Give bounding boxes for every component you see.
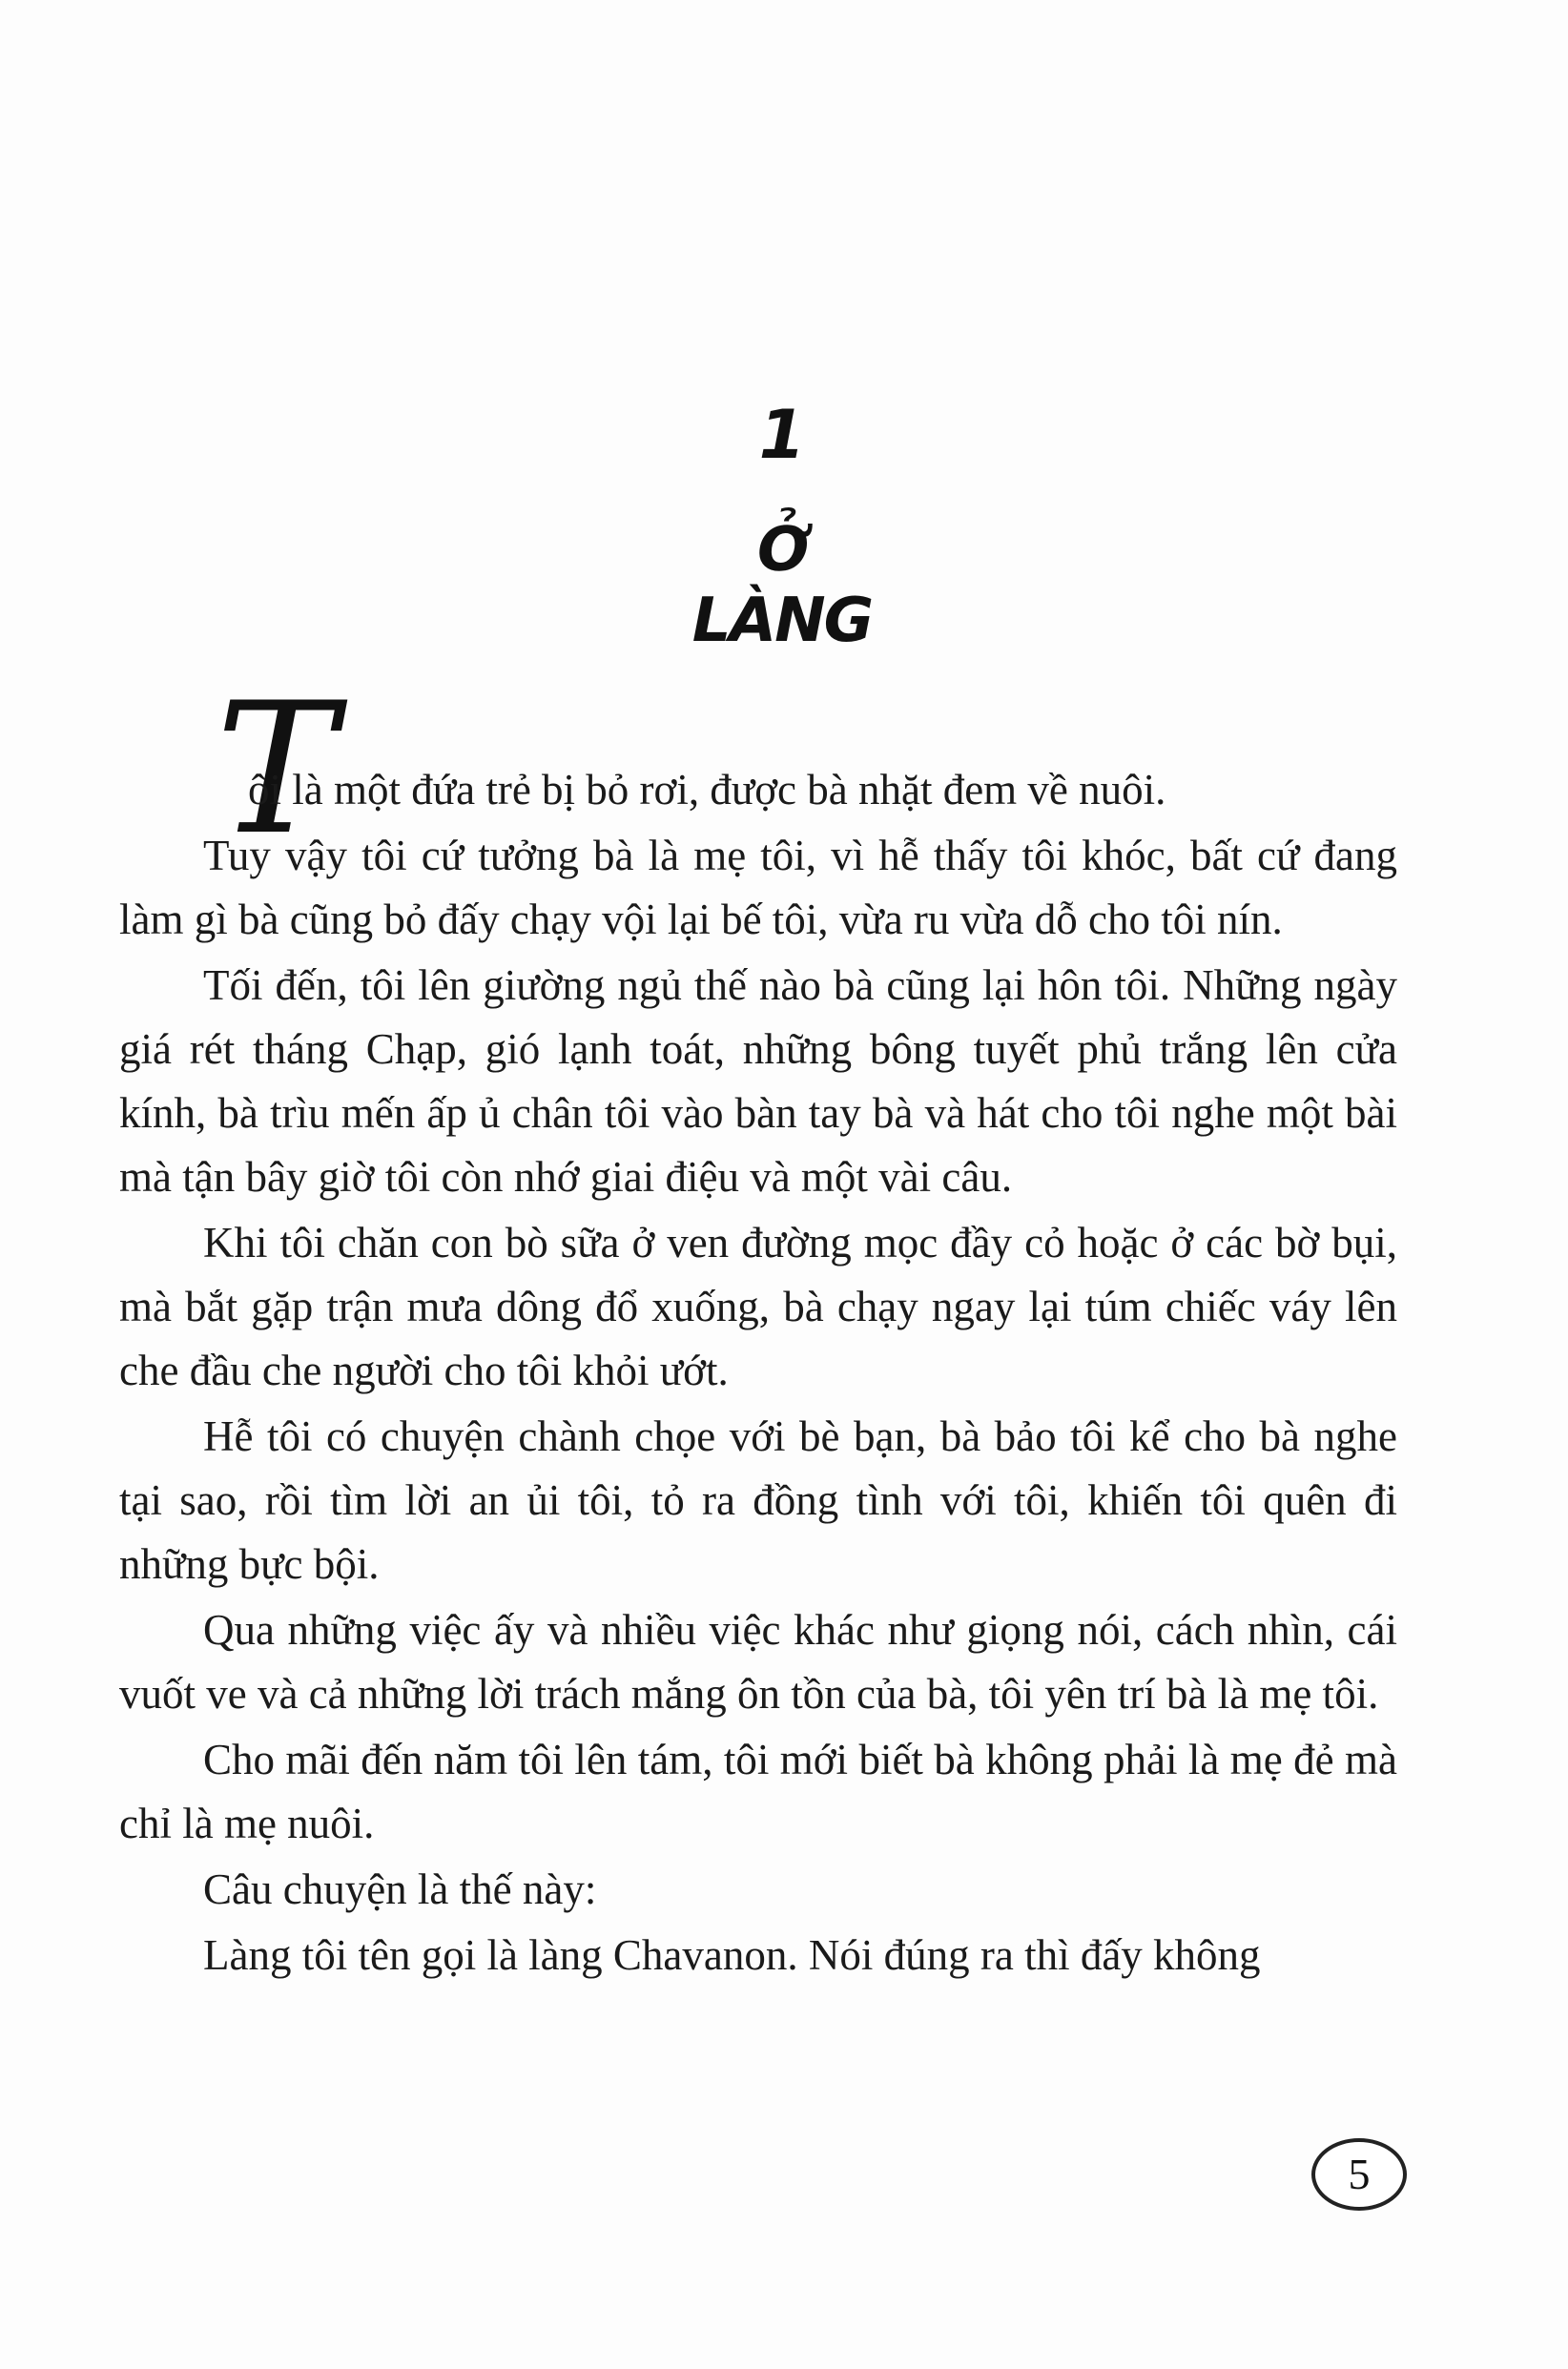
paragraph: Tối đến, tôi lên giường ngủ thế nào bà cũng lại hôn tôi. Những ngày giá rét tháng Chạp, gió lạnh toát, những bông tuyết phủ trắng lên cửa kính, bà trìu mến ấp ủ chân tôi vào bàn tay bà và hát cho tôi nghe một bài mà tận bây giờ tôi còn nhớ giai điệu và một vài câu. — [119, 961, 1397, 1201]
paragraph: Khi tôi chăn con bò sữa ở ven đường mọc đầy cỏ hoặc ở các bờ bụi, mà bắt gặp trận mưa dông đổ xuống, bà chạy ngay lại túm chiếc váy lên che đầu che người cho tôi khỏi ướt. — [119, 1219, 1397, 1394]
paragraph: Qua những việc ấy và nhiều việc khác như giọng nói, cách nhìn, cái vuốt ve và cả những lời trách mắng ôn tồn của bà, tôi yên trí bà là mẹ tôi. — [119, 1606, 1397, 1718]
paragraph: Tuy vậy tôi cứ tưởng bà là mẹ tôi, vì hễ thấy tôi khóc, bất cứ đang làm gì bà cũng bỏ đấy chạy vội lại bế tôi, vừa ru vừa dỗ cho tôi nín. — [119, 832, 1397, 943]
paragraph: Làng tôi tên gọi là làng Chavanon. Nói đúng ra thì đấy không — [203, 1931, 1261, 1979]
chapter-number: 1 — [758, 396, 806, 474]
show-through-text — [143, 86, 1440, 334]
chapter-body — [119, 758, 1397, 1989]
paragraph: ôi là một đứa trẻ bị bỏ rơi, được bà nhặt đem về nuôi. — [248, 766, 1166, 814]
paragraph: Hễ tôi có chuyện chành chọe với bè bạn, bà bảo tôi kể cho bà nghe tại sao, rồi tìm lời an ủi tôi, tỏ ra đồng tình với tôi, khiến tôi quên đi những bực bội. — [119, 1412, 1397, 1588]
chapter-title: Ở LÀNG — [691, 515, 873, 656]
page-number: 5 — [1311, 2138, 1407, 2211]
paragraph: Câu chuyện là thế này: — [203, 1865, 597, 1913]
drop-cap: T — [216, 664, 337, 875]
paragraph: Cho mãi đến năm tôi lên tám, tôi mới biết bà không phải là mẹ đẻ mà chỉ là mẹ nuôi. — [119, 1736, 1397, 1847]
